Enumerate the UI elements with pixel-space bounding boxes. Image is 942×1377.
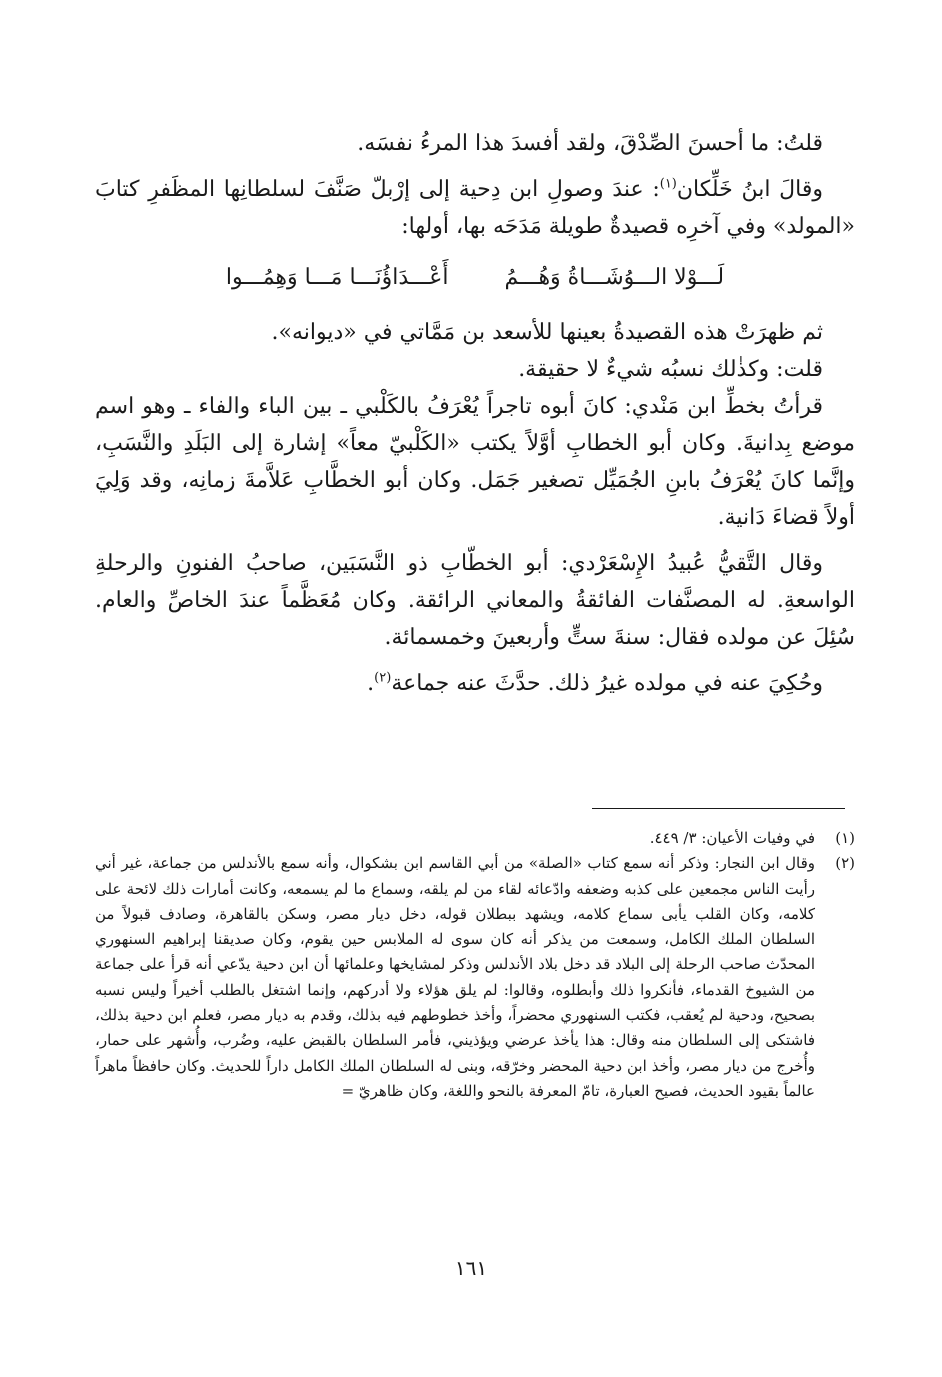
- page-number: ١٦١: [454, 1256, 488, 1280]
- paragraph-5: قرأتُ بخطِّ ابن مَنْدي: كانَ أبوه تاجراً يُعْرَفُ بالكَلْبي ـ بين الباء والفاء ـ وهو اسم موضع بِدانيةَ. وكان أبو الخطابِ أوَّلاً يكتب «الكَلْبيّ معاً» إشارة إلى البَلَدِ والنَّسَبِ، وإنَّما كانَ يُعْرَفُ بابنِ الجُمَيِّل تصغير جَمَل. وكان أبو الخطَّابِ عَلاَّمةَ زمانِه، وقد وَلِيَ أولاً قضاءَ دَانية.: [95, 394, 855, 530]
- verse-first-hemistich: لَـــوْلا الـــوُشَـــاةُ وَهُـــمُ: [504, 265, 725, 290]
- footnotes: [95, 826, 855, 1104]
- footnote-1: [95, 826, 855, 851]
- footnote-ref-1: (١): [659, 176, 677, 192]
- paragraph-1: قلتُ: ما أحسنَ الصِّدْقَ، ولقد أفسدَ هذا المرءُ نفسَه.: [357, 131, 823, 156]
- poem-verse: [95, 259, 855, 296]
- footnote-separator: [592, 808, 845, 809]
- paragraph-2: [95, 171, 855, 245]
- paragraph-6: وقال التَّقيُّ عُبيدُ الإِسْعَرْدي: أبو الخطّابِ ذو النَّسَبَين، صاحبُ الفنونِ والرحلةِ الواسعةِ. له المصنَّفات الفائقةُ والمعاني الرائقة. وكان مُعَظَّماً عندَ الخاصِّ والعام. سُئِلَ عن مولده فقال: سنةَ ستٍّ وأربعينَ وخمسمائة.: [95, 551, 855, 650]
- verse-second-hemistich: أَعْـــدَاؤُنَـــا مَـــا وَهِمُـــوا: [225, 265, 449, 290]
- footnote-1-text: في وفيات الأعيان: ٣/ ٤٤٩.: [649, 829, 815, 847]
- paragraph-7-end: .: [367, 671, 375, 696]
- footnote-ref-2: (٢): [374, 670, 392, 686]
- paragraph-7-start: وحُكِيَ عنه في مولده غيرُ ذلك. حدَّثَ عنه جماعة: [391, 671, 823, 696]
- paragraph-3: ثم ظهرَتْ هذه القصيدةُ بعينها للأسعد بن مَمَّاتي في «ديوانه».: [271, 320, 823, 345]
- footnote-2-text: وقال ابن النجار: وذكر أنه سمع كتاب «الصلة» من أبي القاسم ابن بشكوال، وأنه سمع بالأندلس من جماعة، غير أني رأيت الناس مجمعين على كذبه وضعفه وادّعائه لقاء من لم يلقه، وسماع ما لم يسمعه، وكانت أمارات ذلك لائحة على كلامه، وكان القلب يأبى سماع كلامه، ويشهد ببطلان قوله، دخل ديار مصر، وسكن بالقاهرة، وصادف قبولاً من السلطان الملك الكامل، وسمعت من يذكر أنه كان سوى له الملابس حين يقوم، وكان صديقنا إبراهيم السنهوري المحدّث صاحب الرحلة إلى البلاد قد دخل بلاد الأندلس وذكر لمشايخها وعلمائها أن ابن دحية يدّعي أنه قرأ على جماعة من الشيوخ القدماء، فأنكروا ذلك وأبطلوه، وقالوا: لم يلق هؤلاء ولا أدركهم، وإنما اشتغل بالطلب أخيراً وليس نسبه بصحيح، ودحية لم يُعقب، فكتب السنهوري محضراً، وأخذ خطوطهم فيه بذلك، وقدم به ديار مصر، فعلم ابن دحية بذلك، فاشتكى إلى السلطان منه وقال: هذا يأخذ عرضي ويؤذيني، فأمر السلطان بالقبض عليه، وضُرب، وأُشهر على حمار، وأُخرج من ديار مصر، وأخذ ابن دحية المحضر وخرّقه، وبنى له السلطان الملك الكامل داراً للحديث. وكان حافظاً ماهراً عالماً بقيود الحديث، فصيح العبارة، تامّ المعرفة بالنحو واللغة، وكان ظاهريّ =: [95, 854, 815, 1100]
- paragraph-2-start: وقالَ ابنُ خَلِّكان: [676, 177, 823, 202]
- footnote-1-number: (١): [835, 829, 855, 847]
- main-text: [95, 125, 855, 702]
- footnote-2: [95, 851, 855, 1104]
- footnote-2-number: (٢): [835, 854, 855, 873]
- paragraph-2-rest: : عندَ وصولِ ابن دِحية إلى إرْبلّ صَنَّفَ لسلطانِها المظَفرِ كتابَ «المولد» وفي آخرِه قصيدةٌ طويلة مَدَحَه بها، أولها:: [95, 177, 855, 239]
- paragraph-4: قلت: وكذٰلك نسبُه شيءٌ لا حقيقة.: [518, 357, 823, 382]
- paragraph-7: [95, 665, 855, 702]
